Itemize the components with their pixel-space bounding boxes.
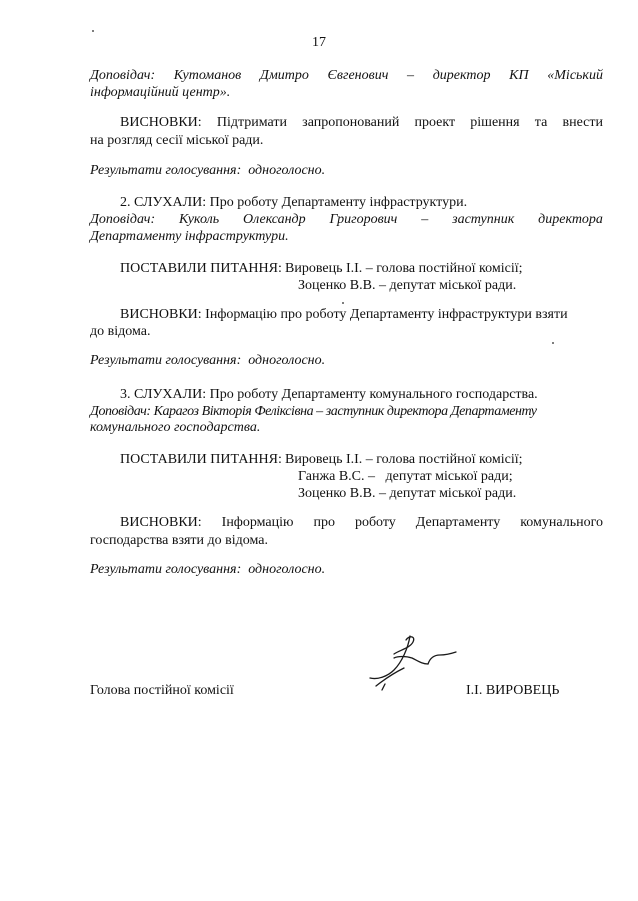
word: «Міський [547,68,603,83]
word: Кутоманов [173,68,242,83]
question-item: Зоценко В.В. – депутат міської ради. [298,278,517,293]
word: запропонований [302,115,400,130]
word: заступник [452,212,515,227]
page-number: 17 [312,35,326,50]
question-item: Зоценко В.В. – депутат міської ради. [298,486,517,501]
conclusions-line-2: на розгляд сесії міської ради. [90,133,264,148]
word: рішення [470,115,520,130]
word: Доповідач: [90,212,156,227]
handwritten-signature [362,628,462,694]
questions-label: ПОСТАВИЛИ ПИТАННЯ: [120,452,282,467]
word: Євгенович [327,68,389,83]
scan-speck [552,342,554,344]
signatory-name: І.І. ВИРОВЕЦЬ [466,683,560,698]
vote-label: Результати голосування: [90,163,242,178]
word: комунального [520,515,603,530]
word: ВИСНОВКИ: [120,515,202,530]
signatory-position: Голова постійної комісії [90,683,234,698]
conclusions-line-2: до відома. [90,324,151,339]
vote-result-line [90,352,325,370]
heard-item: 3. СЛУХАЛИ: Про роботу Департаменту комунального господарства. [120,387,538,402]
vote-label: Результати голосування: [90,562,242,577]
scan-speck [342,302,344,304]
word: Департаменту [415,515,501,530]
reporter-line: Доповідач: Карагоз Вікторія Феліксівна – заступник директора Департаменту [90,404,537,419]
word: Олександр [242,212,306,227]
scan-speck [92,30,94,32]
vote-label: Результати голосування: [90,353,242,368]
question-item: Ганжа В.С. – депутат міської ради; [298,469,513,484]
word: – [421,212,429,227]
conclusions-line: ВИСНОВКИ: Інформацію про роботу Департаменту інфраструктури взяти [120,307,568,322]
reporter-line-2: інформаційний центр». [90,85,231,100]
reporter-line [90,211,603,229]
vote-result: одноголосно. [248,353,326,368]
conclusions-line-2: господарства взяти до відома. [90,533,269,548]
reporter-line-2: Департаменту інфраструктури. [90,229,289,244]
questions-label: ПОСТАВИЛИ ПИТАННЯ: [120,261,282,276]
word: КП [509,68,529,83]
heard-item: 2. СЛУХАЛИ: Про роботу Департаменту інфраструктури. [120,195,468,210]
vote-result: одноголосно. [248,562,326,577]
reporter-label: Доповідач: [90,68,156,83]
word: Григорович [329,212,398,227]
word: ВИСНОВКИ: [120,115,202,130]
word: роботу [354,515,396,530]
word: та [534,115,548,130]
word: Інформацію [221,515,294,530]
word: директора [538,212,603,227]
word: проект [414,115,456,130]
question-item: Вировець І.І. – голова постійної комісії; [285,452,523,467]
conclusions-line [120,114,603,132]
word: про [313,515,335,530]
word: внести [562,115,603,130]
reporter-line [90,67,603,85]
vote-result-line [90,561,325,579]
word: – [407,68,415,83]
question-item: Вировець І.І. – голова постійної комісії; [285,261,523,276]
word: Дмитро [259,68,309,83]
vote-result: одноголосно. [248,163,326,178]
word: директор [432,68,491,83]
reporter-line-2: комунального господарства. [90,420,261,435]
word: Куколь [179,212,220,227]
conclusions-line [120,514,603,532]
word: Підтримати [216,115,287,130]
vote-result-line [90,162,325,180]
